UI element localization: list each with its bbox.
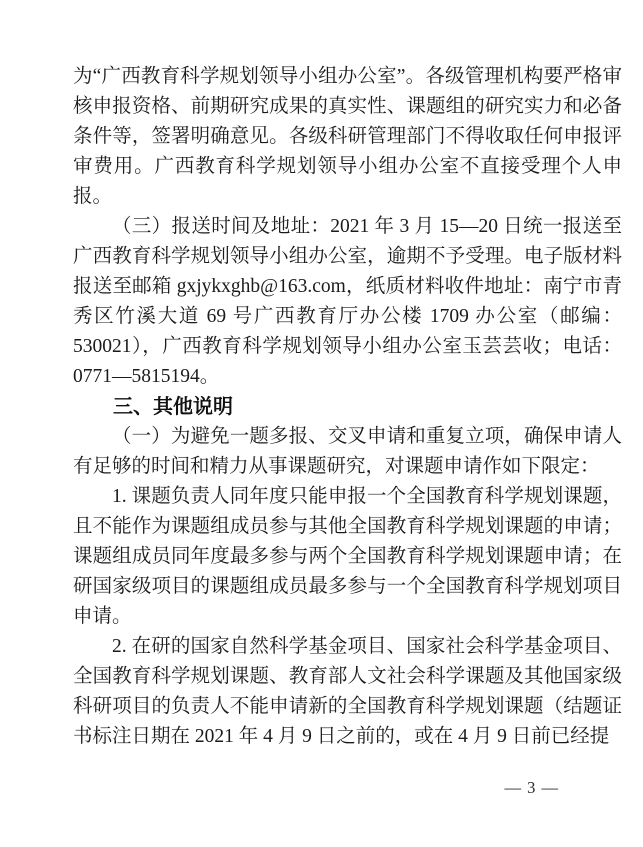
document-body — [73, 62, 622, 752]
paragraph-restriction-item-2: 2. 在研的国家自然科学基金项目、国家社会科学基金项目、全国教育科学规划课题、教育部人文社会科学课题及其他国家级科研项目的负责人不能申请新的全国教育科学规划课题（结题证书标注日期在 2021 年 4 月 9 日之前的，或在 4 月 9 日前已经提 — [73, 636, 622, 747]
paragraph-restriction-item-1: 1. 课题负责人同年度只能申报一个全国教育科学规划课题，且不能作为课题组成员参与其他全国教育科学规划课题的申请；课题组成员同年度最多参与两个全国教育科学规划课题申请；在研国家级项目的课题组成员最多参与一个全国教育科学规划项目申请。 — [73, 486, 622, 627]
page-number: — 3 — — [504, 778, 559, 797]
paragraph-application-restrictions-intro: （一）为避免一题多报、交叉申请和重复立项，确保申请人有足够的时间和精力从事课题研究，对课题申请作如下限定： — [73, 426, 622, 477]
paragraph-management-review-requirements: 为“广西教育科学规划领导小组办公室”。各级管理机构要严格审核申报资格、前期研究成果的真实性、课题组的研究实力和必备条件等，签署明确意见。各级科研管理部门不得收取任何申报评审费用。广西教育科学规划领导小组办公室不直接受理个人申报。 — [73, 66, 622, 207]
paragraph-submission-time-address: （三）报送时间及地址：2021 年 3 月 15—20 日统一报送至广西教育科学规划领导小组办公室，逾期不予受理。电子版材料报送至邮箱 gxjykxghb@163.com，纸质材料收件地址：南宁市青秀区竹溪大道 69 号广西教育厅办公楼 1709 办公室（邮编：530021），广西教育科学规划领导小组办公室玉芸芸收；电话：0771—5815194。 — [73, 216, 622, 387]
section-heading-other-notes: 三、其他说明 — [113, 396, 233, 418]
